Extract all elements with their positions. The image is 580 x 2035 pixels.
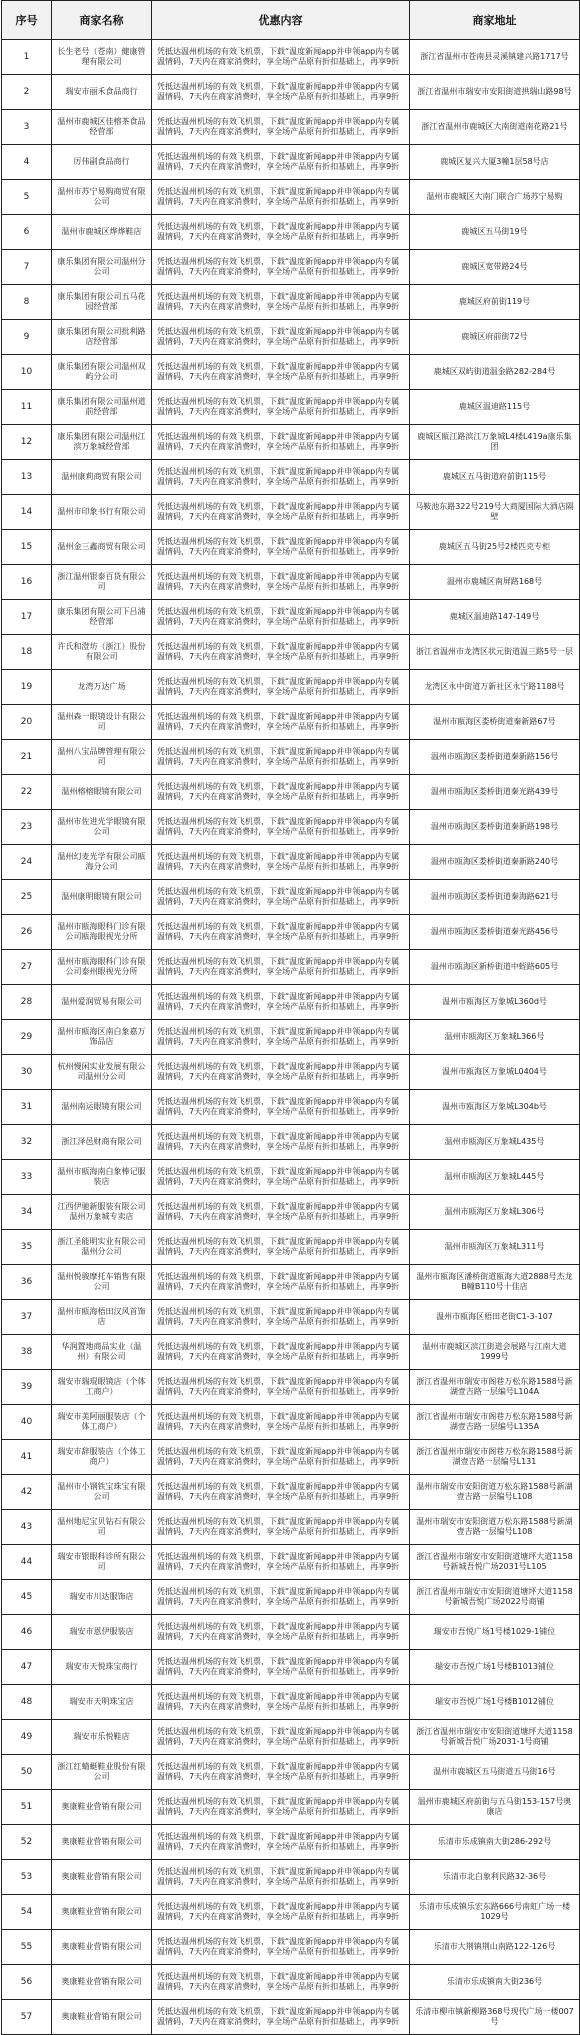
offer-text: 凭抵达温州机场的有效飞机票，下载“温度新闻app并申领app内专属温情码，7天内在商家消费时，享全场产品原有折扣基础上，再享9折 xyxy=(152,1335,410,1370)
offer-text: 凭抵达温州机场的有效飞机票，下载“温度新闻app并申领app内专属温情码，7天内在商家消费时，享全场产品原有折扣基础上，再享9折 xyxy=(152,320,410,355)
merchant-address: 浙江省温州市鹿城区大南街道南花路21号 xyxy=(410,110,580,145)
merchant-address: 浙江省温州市瑞安市阁巷万松东路1588号新湖壹吉路一层编号L135A xyxy=(410,1405,580,1440)
merchant-address: 温州市瓯海区娄桥街道秦海路621号 xyxy=(410,880,580,915)
row-index: 38 xyxy=(2,1335,52,1370)
row-index: 25 xyxy=(2,880,52,915)
table-row xyxy=(2,110,580,145)
merchant-name: 奥康鞋业营销有限公司 xyxy=(52,1825,152,1860)
offer-text: 凭抵达温州机场的有效飞机票，下载“温度新闻app并申领app内专属温情码，7天内在商家消费时，享全场产品原有折扣基础上，再享9折 xyxy=(152,670,410,705)
table-row xyxy=(2,880,580,915)
table-row xyxy=(2,1370,580,1405)
merchant-name: 温州市鹿城区烨烨鞋店 xyxy=(52,215,152,250)
offer-text: 凭抵达温州机场的有效飞机票，下载“温度新闻app并申领app内专属温情码，7天内在商家消费时，享全场产品原有折扣基础上，再享9折 xyxy=(152,880,410,915)
offer-text: 凭抵达温州机场的有效飞机票，下载“温度新闻app并申领app内专属温情码，7天内在商家消费时，享全场产品原有折扣基础上，再享9折 xyxy=(152,775,410,810)
table-row xyxy=(2,1895,580,1930)
merchant-table xyxy=(1,0,580,2035)
merchant-address: 温州市瓯海区万象城L366号 xyxy=(410,1020,580,1055)
merchant-name: 瑞安市丽禾食品商行 xyxy=(52,75,152,110)
row-index: 11 xyxy=(2,390,52,425)
offer-text: 凭抵达温州机场的有效飞机票，下载“温度新闻app并申领app内专属温情码，7天内在商家消费时，享全场产品原有折扣基础上，再享9折 xyxy=(152,1895,410,1930)
merchant-address: 温州市瑞安市安阳街道万松东路1588号新湖壹吉路一层编号L108 xyxy=(410,1510,580,1545)
offer-text: 凭抵达温州机场的有效飞机票，下载“温度新闻app并申领app内专属温情码，7天内在商家消费时，享全场产品原有折扣基础上，再享9折 xyxy=(152,1580,410,1615)
merchant-name: 杭州慢闲实业发展有限公司温州分公司 xyxy=(52,1055,152,1090)
merchant-address: 温州市瑞安市安阳街道万松东路1588号新湖壹吉路一层编号L108 xyxy=(410,1475,580,1510)
merchant-address: 乐清市乐成镇南大街286-292号 xyxy=(410,1825,580,1860)
merchant-name: 奥康鞋业营销有限公司 xyxy=(52,1965,152,2000)
merchant-address: 鹿城区温迪路115号 xyxy=(410,390,580,425)
offer-text: 凭抵达温州机场的有效飞机票，下载“温度新闻app并申领app内专属温情码，7天内在商家消费时，享全场产品原有折扣基础上，再享9折 xyxy=(152,1160,410,1195)
table-row xyxy=(2,320,580,355)
merchant-name: 浙江圣能明实业有限公司温州分公司 xyxy=(52,1230,152,1265)
header-merchant-name: 商家名称 xyxy=(52,1,152,40)
table-header xyxy=(2,1,580,40)
merchant-name: 温州市小钢铁宝珠宝有限公司 xyxy=(52,1475,152,1510)
header-index: 序号 xyxy=(2,1,52,40)
merchant-name: 温州市印象书行有限公司 xyxy=(52,495,152,530)
row-index: 51 xyxy=(2,1790,52,1825)
row-index: 43 xyxy=(2,1510,52,1545)
offer-text: 凭抵达温州机场的有效飞机票，下载“温度新闻app并申领app内专属温情码，7天内在商家消费时，享全场产品原有折扣基础上，再享9折 xyxy=(152,390,410,425)
table-row xyxy=(2,1475,580,1510)
offer-text: 凭抵达温州机场的有效飞机票，下载“温度新闻app并申领app内专属温情码，7天内在商家消费时，享全场产品原有折扣基础上，再享9折 xyxy=(152,530,410,565)
row-index: 53 xyxy=(2,1860,52,1895)
merchant-address: 温州市鹿城区大南门联合广场苏宁易购 xyxy=(410,180,580,215)
row-index: 48 xyxy=(2,1685,52,1720)
merchant-name: 温州爱润贸易有限公司 xyxy=(52,985,152,1020)
row-index: 14 xyxy=(2,495,52,530)
merchant-name: 温州市苏宁易购商贸有限公司 xyxy=(52,180,152,215)
offer-text: 凭抵达温州机场的有效飞机票，下载“温度新闻app并申领app内专属温情码，7天内在商家消费时，享全场产品原有折扣基础上，再享9折 xyxy=(152,1825,410,1860)
merchant-address: 浙江省温州市龙湾区状元街道温三路5号一层 xyxy=(410,635,580,670)
merchant-name: 瑞安市恩伊服装店 xyxy=(52,1615,152,1650)
row-index: 4 xyxy=(2,145,52,180)
offer-text: 凭抵达温州机场的有效飞机票，下载“温度新闻app并申领app内专属温情码，7天内在商家消费时，享全场产品原有折扣基础上，再享9折 xyxy=(152,1475,410,1510)
merchant-address: 温州市瓯海区万象城L360d号 xyxy=(410,985,580,1020)
row-index: 6 xyxy=(2,215,52,250)
merchant-name: 温州市鹿城区佳榕茶食品经营部 xyxy=(52,110,152,145)
merchant-address: 温州市鹿城区府前街与五马街153-157号奥康店 xyxy=(410,1790,580,1825)
merchant-address: 鹿城区五马街道府前街115号 xyxy=(410,460,580,495)
offer-text: 凭抵达温州机场的有效飞机票，下载“温度新闻app并申领app内专属温情码，7天内在商家消费时，享全场产品原有折扣基础上，再享9折 xyxy=(152,110,410,145)
merchant-address: 浙江省温州市瑞安市安阳街道拱瑞山路98号 xyxy=(410,75,580,110)
offer-text: 凭抵达温州机场的有效飞机票，下载“温度新闻app并申领app内专属温情码，7天内在商家消费时，享全场产品原有折扣基础上，再享9折 xyxy=(152,1055,410,1090)
merchant-address: 温州市鹿城区滨江街道会展路与江南大道1999号 xyxy=(410,1335,580,1370)
row-index: 13 xyxy=(2,460,52,495)
row-index: 33 xyxy=(2,1160,52,1195)
row-index: 57 xyxy=(2,2000,52,2035)
row-index: 12 xyxy=(2,425,52,460)
row-index: 45 xyxy=(2,1580,52,1615)
offer-text: 凭抵达温州机场的有效飞机票，下载“温度新闻app并申领app内专属温情码，7天内在商家消费时，享全场产品原有折扣基础上，再享9折 xyxy=(152,1720,410,1755)
offer-text: 凭抵达温州机场的有效飞机票，下载“温度新闻app并申领app内专属温情码，7天内在商家消费时，享全场产品原有折扣基础上，再享9折 xyxy=(152,740,410,775)
offer-text: 凭抵达温州机场的有效飞机票，下载“温度新闻app并申领app内专属温情码，7天内在商家消费时，享全场产品原有折扣基础上，再享9折 xyxy=(152,985,410,1020)
row-index: 15 xyxy=(2,530,52,565)
merchant-name: 奥康鞋业营销有限公司 xyxy=(52,2000,152,2035)
offer-text: 凭抵达温州机场的有效飞机票，下载“温度新闻app并申领app内专属温情码，7天内在商家消费时，享全场产品原有折扣基础上，再享9折 xyxy=(152,1405,410,1440)
offer-text: 凭抵达温州机场的有效飞机票，下载“温度新闻app并申领app内专属温情码，7天内在商家消费时，享全场产品原有折扣基础上，再享9折 xyxy=(152,75,410,110)
row-index: 8 xyxy=(2,285,52,320)
merchant-address: 鹿城区府前街119号 xyxy=(410,285,580,320)
offer-text: 凭抵达温州机场的有效飞机票，下载“温度新闻app并申领app内专属温情码，7天内在商家消费时，享全场产品原有折扣基础上，再享9折 xyxy=(152,145,410,180)
merchant-name: 瑞安市乐悦鞋店 xyxy=(52,1720,152,1755)
table-row xyxy=(2,1965,580,2000)
merchant-name: 温州市佐进光学眼镜有限公司 xyxy=(52,810,152,845)
offer-text: 凭抵达温州机场的有效飞机票，下载“温度新闻app并申领app内专属温情码，7天内在商家消费时，享全场产品原有折扣基础上，再享9折 xyxy=(152,495,410,530)
merchant-name: 瑞安市瑞琨眼镜店（个体工商户） xyxy=(52,1370,152,1405)
merchant-name: 长生老号（苍南）健康管理有限公司 xyxy=(52,40,152,75)
table-row xyxy=(2,40,580,75)
table-row xyxy=(2,145,580,180)
table-row xyxy=(2,1580,580,1615)
merchant-name: 康乐集团有限公司温州江滨万象城经营部 xyxy=(52,425,152,460)
row-index: 34 xyxy=(2,1195,52,1230)
table-row xyxy=(2,600,580,635)
table-row xyxy=(2,1860,580,1895)
table-row xyxy=(2,1510,580,1545)
offer-text: 凭抵达温州机场的有效飞机票，下载“温度新闻app并申领app内专属温情码，7天内在商家消费时，享全场产品原有折扣基础上，再享9折 xyxy=(152,1510,410,1545)
merchant-name: 康乐集团有限公司温州分公司 xyxy=(52,250,152,285)
merchant-name: 温州市瓯海眼科门诊有限公司瓯海眼视光分所 xyxy=(52,915,152,950)
merchant-address: 龙湾区永中街道万新社区永宁路1188号 xyxy=(410,670,580,705)
table-row xyxy=(2,285,580,320)
table-row xyxy=(2,250,580,285)
merchant-address: 温州市瓯海区娄桥街道秦新路156号 xyxy=(410,740,580,775)
offer-text: 凭抵达温州机场的有效飞机票，下载“温度新闻app并申领app内专属温情码，7天内在商家消费时，享全场产品原有折扣基础上，再享9折 xyxy=(152,635,410,670)
row-index: 24 xyxy=(2,845,52,880)
offer-text: 凭抵达温州机场的有效飞机票，下载“温度新闻app并申领app内专属温情码，7天内在商家消费时，享全场产品原有折扣基础上，再享9折 xyxy=(152,1685,410,1720)
table-row xyxy=(2,1930,580,1965)
merchant-name: 温州市瓯海梧田汉风首饰店 xyxy=(52,1300,152,1335)
merchant-address: 乐清市北白象利民路32-36号 xyxy=(410,1860,580,1895)
table-row xyxy=(2,425,580,460)
merchant-name: 温州康明眼镜有限公司 xyxy=(52,880,152,915)
table-row xyxy=(2,1195,580,1230)
table-row xyxy=(2,180,580,215)
merchant-address: 瑞安市吾悦广场1号楼B1012铺位 xyxy=(410,1685,580,1720)
merchant-address: 温州市瓯海区娄桥街道秦新路67号 xyxy=(410,705,580,740)
offer-text: 凭抵达温州机场的有效飞机票，下载“温度新闻app并申领app内专属温情码，7天内在商家消费时，享全场产品原有折扣基础上，再享9折 xyxy=(152,1650,410,1685)
table-row xyxy=(2,1265,580,1300)
merchant-address: 鹿城区温迪路147-149号 xyxy=(410,600,580,635)
table-row xyxy=(2,845,580,880)
offer-text: 凭抵达温州机场的有效飞机票，下载“温度新闻app并申领app内专属温情码，7天内在商家消费时，享全场产品原有折扣基础上，再享9折 xyxy=(152,2000,410,2035)
table-row xyxy=(2,1685,580,1720)
offer-text: 凭抵达温州机场的有效飞机票，下载“温度新闻app并申领app内专属温情码，7天内在商家消费时，享全场产品原有折扣基础上，再享9折 xyxy=(152,40,410,75)
merchant-name: 温州金三鑫商贸有限公司 xyxy=(52,530,152,565)
merchant-name: 奥康鞋业营销有限公司 xyxy=(52,1930,152,1965)
table-row xyxy=(2,1055,580,1090)
row-index: 50 xyxy=(2,1755,52,1790)
merchant-name: 康乐集团有限公司温州双屿分公司 xyxy=(52,355,152,390)
offer-text: 凭抵达温州机场的有效飞机票，下载“温度新闻app并申领app内专属温情码，7天内在商家消费时，享全场产品原有折扣基础上，再享9折 xyxy=(152,1860,410,1895)
offer-text: 凭抵达温州机场的有效飞机票，下载“温度新闻app并申领app内专属温情码，7天内在商家消费时，享全场产品原有折扣基础上，再享9折 xyxy=(152,915,410,950)
merchant-name: 康乐集团有限公司批利路店经营部 xyxy=(52,320,152,355)
merchant-name: 温州市瓯海眼科门诊有限公司泰州眼视光分所 xyxy=(52,950,152,985)
offer-text: 凭抵达温州机场的有效飞机票，下载“温度新闻app并申领app内专属温情码，7天内在商家消费时，享全场产品原有折扣基础上，再享9折 xyxy=(152,215,410,250)
row-index: 19 xyxy=(2,670,52,705)
table-row xyxy=(2,1545,580,1580)
row-index: 27 xyxy=(2,950,52,985)
merchant-address: 温州市瓯海区梧田老街C1-3-107 xyxy=(410,1300,580,1335)
table-row xyxy=(2,810,580,845)
table-row xyxy=(2,705,580,740)
merchant-address: 浙江省温州市瑞安市阁巷万松东路1588号新湖壹吉路一层编号L131 xyxy=(410,1440,580,1475)
table-row xyxy=(2,1650,580,1685)
table-row xyxy=(2,215,580,250)
row-index: 56 xyxy=(2,1965,52,2000)
row-index: 31 xyxy=(2,1090,52,1125)
table-row xyxy=(2,1615,580,1650)
merchant-address: 温州市瓯海区万象城L445号 xyxy=(410,1160,580,1195)
row-index: 21 xyxy=(2,740,52,775)
row-index: 30 xyxy=(2,1055,52,1090)
merchant-name: 浙江温州银泰百货有限公司 xyxy=(52,565,152,600)
row-index: 55 xyxy=(2,1930,52,1965)
merchant-address: 浙江省温州市苍南县灵溪镇建兴路1717号 xyxy=(410,40,580,75)
table-row xyxy=(2,1405,580,1440)
table-row xyxy=(2,460,580,495)
merchant-name: 瑞安市天悦珠宝商行 xyxy=(52,1650,152,1685)
merchant-address: 温州市鹿城区南屏路168号 xyxy=(410,565,580,600)
offer-text: 凭抵达温州机场的有效飞机票，下载“温度新闻app并申领app内专属温情码，7天内在商家消费时，享全场产品原有折扣基础上，再享9折 xyxy=(152,1965,410,2000)
row-index: 10 xyxy=(2,355,52,390)
merchant-name: 浙江泽邑财商有限公司 xyxy=(52,1125,152,1160)
merchant-address: 温州市瓯海区娄桥街道秦新路240号 xyxy=(410,845,580,880)
merchant-address: 鹿城区五马街25号2楼匹克专柜 xyxy=(410,530,580,565)
merchant-name: 瑞安市辞服装店（个体工商户） xyxy=(52,1440,152,1475)
offer-text: 凭抵达温州机场的有效飞机票，下载“温度新闻app并申领app内专属温情码，7天内在商家消费时，享全场产品原有折扣基础上，再享9折 xyxy=(152,1370,410,1405)
merchant-name: 温州地尼宝贝钻石有限公司 xyxy=(52,1510,152,1545)
merchant-address: 鹿城区瓯江路滨江万象城L4楼L419a康乐集团 xyxy=(410,425,580,460)
merchant-name: 浙江红蜻蜓鞋业股份有限公司 xyxy=(52,1755,152,1790)
merchant-address: 乐清市大荆镇荆山南路122-126号 xyxy=(410,1930,580,1965)
row-index: 5 xyxy=(2,180,52,215)
offer-text: 凭抵达温州机场的有效飞机票，下载“温度新闻app并申领app内专属温情码，7天内在商家消费时，享全场产品原有折扣基础上，再享9折 xyxy=(152,1265,410,1300)
merchant-name: 温州榕榕眼镜有限公司 xyxy=(52,775,152,810)
row-index: 26 xyxy=(2,915,52,950)
merchant-address: 浙江省温州市瑞安市安阳街道塘坪大道1158号新城吾悦广场2031号L105 xyxy=(410,1545,580,1580)
offer-text: 凭抵达温州机场的有效飞机票，下载“温度新闻app并申领app内专属温情码，7天内在商家消费时，享全场产品原有折扣基础上，再享9折 xyxy=(152,845,410,880)
merchant-address: 温州市瓯海区娄桥街道秦光路456号 xyxy=(410,915,580,950)
row-index: 35 xyxy=(2,1230,52,1265)
merchant-address: 浙江省温州市瑞安市安阳街道塘坪大道1158号新城吾悦广场2022号商铺 xyxy=(410,1580,580,1615)
table-row xyxy=(2,1020,580,1055)
table-row xyxy=(2,2000,580,2035)
table-row xyxy=(2,565,580,600)
row-index: 2 xyxy=(2,75,52,110)
merchant-address: 鹿城区双屿街道温金路282-284号 xyxy=(410,355,580,390)
merchant-name: 康乐集团有限公司五马花园经营部 xyxy=(52,285,152,320)
merchant-address: 乐清市乐成镇乐宏东路666号南虹广场一楼1029号 xyxy=(410,1895,580,1930)
offer-text: 凭抵达温州机场的有效飞机票，下载“温度新闻app并申领app内专属温情码，7天内在商家消费时，享全场产品原有折扣基础上，再享9折 xyxy=(152,1615,410,1650)
offer-text: 凭抵达温州机场的有效飞机票，下载“温度新闻app并申领app内专属温情码，7天内在商家消费时，享全场产品原有折扣基础上，再享9折 xyxy=(152,1755,410,1790)
merchant-name: 温州幻麦光学有限公司瓯海分公司 xyxy=(52,845,152,880)
table-row xyxy=(2,1160,580,1195)
merchant-address: 瑞安市吾悦广场1号楼B1013铺位 xyxy=(410,1650,580,1685)
merchant-name: 康乐集团有限公司温州道前经营部 xyxy=(52,390,152,425)
offer-text: 凭抵达温州机场的有效飞机票，下载“温度新闻app并申领app内专属温情码，7天内在商家消费时，享全场产品原有折扣基础上，再享9折 xyxy=(152,810,410,845)
table-row xyxy=(2,1755,580,1790)
merchant-name: 厉伟副食品商行 xyxy=(52,145,152,180)
merchant-address: 马鞍池东路322号219号大商厦国际大酒店隔壁 xyxy=(410,495,580,530)
row-index: 46 xyxy=(2,1615,52,1650)
table-row xyxy=(2,1790,580,1825)
row-index: 40 xyxy=(2,1405,52,1440)
merchant-name: 温州市瓯海南白象棒记服装店 xyxy=(52,1160,152,1195)
merchant-name: 温州南运眼镜有限公司 xyxy=(52,1090,152,1125)
merchant-address: 温州市瓯海区万象城L306号 xyxy=(410,1195,580,1230)
merchant-name: 江西伊驰新服装有限公司温州万象城专卖店 xyxy=(52,1195,152,1230)
merchant-name: 温州康莉商贸有限公司 xyxy=(52,460,152,495)
merchant-name: 温州森一眼镜设计有限公司 xyxy=(52,705,152,740)
table-row xyxy=(2,1335,580,1370)
table-row xyxy=(2,915,580,950)
table-row xyxy=(2,985,580,1020)
offer-text: 凭抵达温州机场的有效飞机票，下载“温度新闻app并申领app内专属温情码，7天内在商家消费时，享全场产品原有折扣基础上，再享9折 xyxy=(152,565,410,600)
row-index: 23 xyxy=(2,810,52,845)
row-index: 16 xyxy=(2,565,52,600)
offer-text: 凭抵达温州机场的有效飞机票，下载“温度新闻app并申领app内专属温情码，7天内在商家消费时，享全场产品原有折扣基础上，再享9折 xyxy=(152,1020,410,1055)
row-index: 49 xyxy=(2,1720,52,1755)
merchant-name: 瑞安市美阿丽服装店（个体工商户） xyxy=(52,1405,152,1440)
merchant-address: 温州市瓯海区万象城L435号 xyxy=(410,1125,580,1160)
row-index: 28 xyxy=(2,985,52,1020)
row-index: 52 xyxy=(2,1825,52,1860)
table-row xyxy=(2,1720,580,1755)
table-row xyxy=(2,1230,580,1265)
merchant-address: 鹿城区宽带路24号 xyxy=(410,250,580,285)
merchant-address: 浙江省温州市瑞安市安阳街道塘坪大道1158号新城吾悦广场2031-1号商铺 xyxy=(410,1720,580,1755)
offer-text: 凭抵达温州机场的有效飞机票，下载“温度新闻app并申领app内专属温情码，7天内在商家消费时，享全场产品原有折扣基础上，再享9折 xyxy=(152,1545,410,1580)
row-index: 36 xyxy=(2,1265,52,1300)
table-row xyxy=(2,1440,580,1475)
row-index: 37 xyxy=(2,1300,52,1335)
merchant-address: 温州市瓯海区万象城L311号 xyxy=(410,1230,580,1265)
row-index: 17 xyxy=(2,600,52,635)
merchant-address: 温州市瓯海区新桥街道中蛭路605号 xyxy=(410,950,580,985)
table-body xyxy=(2,40,580,2035)
merchant-name: 温州八宝品牌管理有限公司 xyxy=(52,740,152,775)
merchant-name: 许氏和澄坊（浙江）股份有限公司 xyxy=(52,635,152,670)
row-index: 44 xyxy=(2,1545,52,1580)
header-address: 商家地址 xyxy=(410,1,580,40)
merchant-address: 温州市瓯海区潘桥街道瓯海大道2888号杰龙B幢B110号十佳店 xyxy=(410,1265,580,1300)
offer-text: 凭抵达温州机场的有效飞机票，下载“温度新闻app并申领app内专属温情码，7天内在商家消费时，享全场产品原有折扣基础上，再享9折 xyxy=(152,250,410,285)
row-index: 41 xyxy=(2,1440,52,1475)
merchant-address: 浙江省温州市瑞安市阁巷万松东路1588号新湖壹吉路一层编号L104A xyxy=(410,1370,580,1405)
table-row xyxy=(2,950,580,985)
merchant-address: 鹿城区府前街72号 xyxy=(410,320,580,355)
merchant-name: 奥康鞋业营销有限公司 xyxy=(52,1860,152,1895)
header-row xyxy=(2,1,580,40)
merchant-name: 温州市瓯海区南白象嘉万饰品店 xyxy=(52,1020,152,1055)
row-index: 22 xyxy=(2,775,52,810)
merchant-name: 瑞安市银眼科诊所有限公司 xyxy=(52,1545,152,1580)
offer-text: 凭抵达温州机场的有效飞机票，下载“温度新闻app并申领app内专属温情码，7天内在商家消费时，享全场产品原有折扣基础上，再享9折 xyxy=(152,425,410,460)
table-row xyxy=(2,530,580,565)
offer-text: 凭抵达温州机场的有效飞机票，下载“温度新闻app并申领app内专属温情码，7天内在商家消费时，享全场产品原有折扣基础上，再享9折 xyxy=(152,355,410,390)
merchant-address: 鹿城区五马街19号 xyxy=(410,215,580,250)
merchant-name: 康乐集团有限公司下吕浦经营部 xyxy=(52,600,152,635)
offer-text: 凭抵达温州机场的有效飞机票，下载“温度新闻app并申领app内专属温情码，7天内在商家消费时，享全场产品原有折扣基础上，再享9折 xyxy=(152,1195,410,1230)
table-row xyxy=(2,775,580,810)
table-row xyxy=(2,1090,580,1125)
merchant-address: 温州市瓯海区万象城L304b号 xyxy=(410,1090,580,1125)
table-row xyxy=(2,1125,580,1160)
merchant-name: 瑞安市天明珠宝店 xyxy=(52,1685,152,1720)
offer-text: 凭抵达温州机场的有效飞机票，下载“温度新闻app并申领app内专属温情码，7天内在商家消费时，享全场产品原有折扣基础上，再享9折 xyxy=(152,285,410,320)
merchant-name: 瑞安市川达服饰店 xyxy=(52,1580,152,1615)
offer-text: 凭抵达温州机场的有效飞机票，下载“温度新闻app并申领app内专属温情码，7天内在商家消费时，享全场产品原有折扣基础上，再享9折 xyxy=(152,1790,410,1825)
merchant-address: 乐清市乐成镇南大街236号 xyxy=(410,1965,580,2000)
merchant-address: 温州市瓯海区娄桥街道秦光路439号 xyxy=(410,775,580,810)
table-row xyxy=(2,740,580,775)
merchant-address: 瑞安市吾悦广场1号楼1029-1铺位 xyxy=(410,1615,580,1650)
row-index: 3 xyxy=(2,110,52,145)
offer-text: 凭抵达温州机场的有效飞机票，下载“温度新闻app并申领app内专属温情码，7天内在商家消费时，享全场产品原有折扣基础上，再享9折 xyxy=(152,950,410,985)
table-row xyxy=(2,1825,580,1860)
row-index: 42 xyxy=(2,1475,52,1510)
row-index: 29 xyxy=(2,1020,52,1055)
merchant-name: 奥康鞋业营销有限公司 xyxy=(52,1895,152,1930)
table-row xyxy=(2,390,580,425)
offer-text: 凭抵达温州机场的有效飞机票，下载“温度新闻app并申领app内专属温情码，7天内在商家消费时，享全场产品原有折扣基础上，再享9折 xyxy=(152,1440,410,1475)
row-index: 39 xyxy=(2,1370,52,1405)
offer-text: 凭抵达温州机场的有效飞机票，下载“温度新闻app并申领app内专属温情码，7天内在商家消费时，享全场产品原有折扣基础上，再享9折 xyxy=(152,1090,410,1125)
table-row xyxy=(2,670,580,705)
offer-text: 凭抵达温州机场的有效飞机票，下载“温度新闻app并申领app内专属温情码，7天内在商家消费时，享全场产品原有折扣基础上，再享9折 xyxy=(152,705,410,740)
merchant-address: 温州市鹿城区五马街道五马街16号 xyxy=(410,1755,580,1790)
row-index: 1 xyxy=(2,40,52,75)
offer-text: 凭抵达温州机场的有效飞机票，下载“温度新闻app并申领app内专属温情码，7天内在商家消费时，享全场产品原有折扣基础上，再享9折 xyxy=(152,180,410,215)
offer-text: 凭抵达温州机场的有效飞机票，下载“温度新闻app并申领app内专属温情码，7天内在商家消费时，享全场产品原有折扣基础上，再享9折 xyxy=(152,1300,410,1335)
merchant-address: 乐清市柳市镇新柳路368号现代广场一楼007号 xyxy=(410,2000,580,2035)
merchant-address: 温州市瓯海区娄桥街道秦新路198号 xyxy=(410,810,580,845)
row-index: 47 xyxy=(2,1650,52,1685)
merchant-address: 鹿城区复兴大厦3幢1层58号店 xyxy=(410,145,580,180)
row-index: 9 xyxy=(2,320,52,355)
offer-text: 凭抵达温州机场的有效飞机票，下载“温度新闻app并申领app内专属温情码，7天内在商家消费时，享全场产品原有折扣基础上，再享9折 xyxy=(152,1930,410,1965)
header-offer: 优惠内容 xyxy=(152,1,410,40)
offer-text: 凭抵达温州机场的有效飞机票，下载“温度新闻app并申领app内专属温情码，7天内在商家消费时，享全场产品原有折扣基础上，再享9折 xyxy=(152,1125,410,1160)
table-row xyxy=(2,355,580,390)
table-row xyxy=(2,495,580,530)
row-index: 18 xyxy=(2,635,52,670)
table-row xyxy=(2,75,580,110)
offer-text: 凭抵达温州机场的有效飞机票，下载“温度新闻app并申领app内专属温情码，7天内在商家消费时，享全场产品原有折扣基础上，再享9折 xyxy=(152,460,410,495)
merchant-name: 奥康鞋业营销有限公司 xyxy=(52,1790,152,1825)
row-index: 20 xyxy=(2,705,52,740)
merchant-address: 温州市瓯海区万象城L0404号 xyxy=(410,1055,580,1090)
table-row xyxy=(2,635,580,670)
merchant-name: 龙湾万达广场 xyxy=(52,670,152,705)
table-row xyxy=(2,1300,580,1335)
offer-text: 凭抵达温州机场的有效飞机票，下载“温度新闻app并申领app内专属温情码，7天内在商家消费时，享全场产品原有折扣基础上，再享9折 xyxy=(152,600,410,635)
row-index: 32 xyxy=(2,1125,52,1160)
merchant-name: 华润置地商品实业（温州）有限公司 xyxy=(52,1335,152,1370)
merchant-name: 温州悦骏摩托车销售有限公司 xyxy=(52,1265,152,1300)
row-index: 7 xyxy=(2,250,52,285)
row-index: 54 xyxy=(2,1895,52,1930)
offer-text: 凭抵达温州机场的有效飞机票，下载“温度新闻app并申领app内专属温情码，7天内在商家消费时，享全场产品原有折扣基础上，再享9折 xyxy=(152,1230,410,1265)
